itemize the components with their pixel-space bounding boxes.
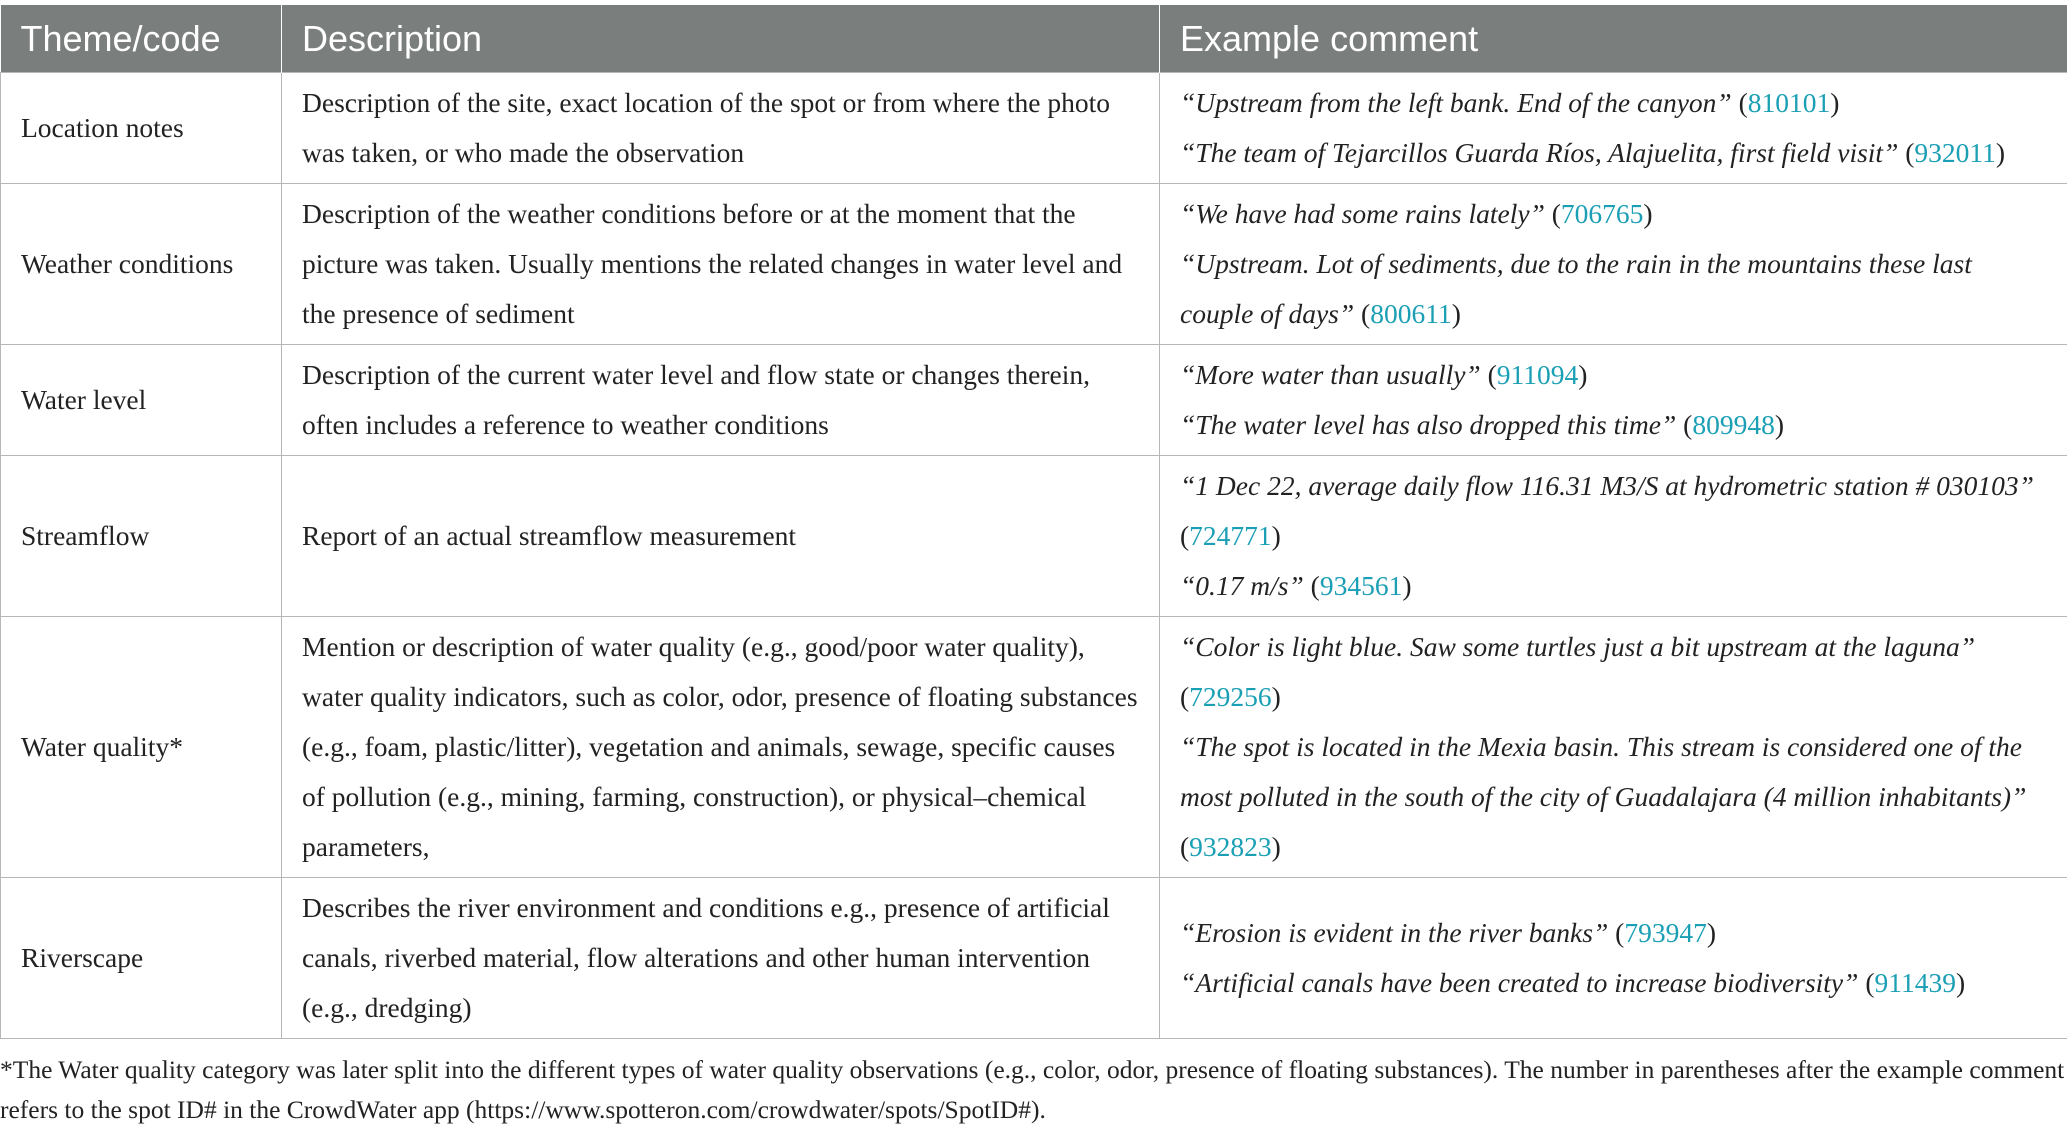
example-cell (1160, 456, 2067, 617)
theme-cell: Water level (1, 345, 282, 456)
paren-open: ( (1676, 409, 1693, 440)
paren-open: ( (1731, 87, 1748, 118)
table-row (1, 184, 2067, 345)
example-comment (1180, 350, 2052, 400)
paren-close: ) (1271, 681, 1281, 712)
paren-open: ( (1858, 967, 1875, 998)
table-row (1, 878, 2067, 1039)
description-cell: Describes the river environment and conditions e.g., presence of artificial canals, riverbed material, flow alterations and other human intervention (e.g., dredging) (282, 878, 1160, 1039)
paren-close: ) (1830, 87, 1840, 118)
example-cell (1160, 73, 2067, 184)
example-comment (1180, 622, 2052, 722)
paren-close: ) (1643, 198, 1653, 229)
example-comment (1180, 128, 2052, 178)
spot-id-link[interactable]: 911439 (1874, 967, 1956, 998)
example-quote: “We have had some rains lately” (1180, 198, 1545, 229)
example-quote: “The water level has also dropped this time” (1180, 409, 1677, 440)
header-example-comment: Example comment (1160, 5, 2067, 73)
spot-id-link[interactable]: 810101 (1747, 87, 1831, 118)
paren-open: ( (1303, 570, 1320, 601)
spot-id-link[interactable]: 793947 (1624, 917, 1707, 948)
example-comment (1180, 908, 2052, 958)
example-cell (1160, 184, 2067, 345)
paren-close: ) (1995, 137, 2006, 168)
example-quote: “More water than usually” (1180, 359, 1481, 390)
table-row (1, 456, 2067, 617)
example-comment (1180, 189, 2052, 239)
spot-id-link[interactable]: 724771 (1189, 520, 1272, 551)
theme-cell: Location notes (1, 73, 282, 184)
description-cell: Mention or description of water quality (e.g., good/poor water quality), water quality indicators, such as color, odor, presence of floating substances (e.g., foam, plastic/litter), vegetation and animals, sewage, specific causes of pollution (e.g., mining, farming, construction), or physical–chemical parameters, (282, 617, 1160, 878)
table-body (1, 73, 2067, 1039)
paren-close: ) (1955, 967, 1966, 998)
paren-close: ) (1402, 570, 1412, 601)
paren-close: ) (1271, 831, 1281, 862)
theme-cell: Riverscape (1, 878, 282, 1039)
example-quote: “1 Dec 22, average daily flow 116.31 M3/S at hydrometric station # 030103” (1180, 470, 2034, 501)
theme-code-table (0, 5, 2067, 1039)
example-cell (1160, 345, 2067, 456)
example-quote: “Color is light blue. Saw some turtles just a bit upstream at the laguna” (1180, 631, 1976, 662)
example-comment (1180, 400, 2052, 450)
example-quote: “The spot is located in the Mexia basin. This stream is considered one of the most polluted in the south of the city of Guadalajara (4 million inhabitants)” (1180, 731, 2027, 812)
paren-open: ( (1180, 520, 1190, 551)
header-description: Description (282, 5, 1160, 73)
example-quote: “Artificial canals have been created to increase biodiversity” (1180, 967, 1859, 998)
example-comment (1180, 461, 2052, 561)
paren-open: ( (1354, 298, 1371, 329)
example-comment (1180, 958, 2052, 1008)
paren-open: ( (1180, 831, 1190, 862)
example-comment (1180, 78, 2052, 128)
theme-table-container (0, 5, 2067, 1039)
description-cell: Description of the site, exact location of the spot or from where the photo was taken, or who made the observation (282, 73, 1160, 184)
paren-close: ) (1578, 359, 1588, 390)
description-cell: Description of the current water level and flow state or changes therein, often includes a reference to weather conditions (282, 345, 1160, 456)
example-comment (1180, 561, 2052, 611)
paren-close: ) (1271, 520, 1281, 551)
spot-id-link[interactable]: 932011 (1914, 137, 1996, 168)
example-cell (1160, 878, 2067, 1039)
example-comment (1180, 239, 2052, 339)
description-cell: Report of an actual streamflow measurement (282, 456, 1160, 617)
example-quote: “Upstream from the left bank. End of the canyon” (1180, 87, 1732, 118)
spot-id-link[interactable]: 934561 (1319, 570, 1403, 601)
theme-cell: Water quality* (1, 617, 282, 878)
table-row (1, 73, 2067, 184)
paren-close: ) (1706, 917, 1716, 948)
theme-cell: Weather conditions (1, 184, 282, 345)
example-comment (1180, 722, 2052, 872)
spot-id-link[interactable]: 911094 (1496, 359, 1579, 390)
description-cell: Description of the weather conditions before or at the moment that the picture was taken. Usually mentions the related changes in water level and the presence of sediment (282, 184, 1160, 345)
theme-cell: Streamflow (1, 456, 282, 617)
example-cell (1160, 617, 2067, 878)
example-quote: “Erosion is evident in the river banks” (1180, 917, 1609, 948)
paren-open: ( (1480, 359, 1497, 390)
header-theme-code: Theme/code (1, 5, 282, 73)
spot-id-link[interactable]: 800611 (1370, 298, 1452, 329)
paren-close: ) (1774, 409, 1784, 440)
header-row (1, 5, 2067, 73)
table-row (1, 617, 2067, 878)
spot-id-link[interactable]: 706765 (1560, 198, 1644, 229)
spot-id-link[interactable]: 729256 (1189, 681, 1272, 712)
spot-id-link[interactable]: 809948 (1692, 409, 1775, 440)
example-quote: “Upstream. Lot of sediments, due to the rain in the mountains these last couple of days” (1180, 248, 1972, 329)
spot-id-link[interactable]: 932823 (1189, 831, 1272, 862)
paren-open: ( (1180, 681, 1190, 712)
paren-open: ( (1608, 917, 1625, 948)
table-footnote: *The Water quality category was later split into the different types of water quality observations (e.g., color, odor, presence of floating substances). The number in parentheses after the example comment refers to the spot ID# in the CrowdWater app (https://www.spotteron.com/crowdwater/spots/SpotID#). (0, 1055, 2065, 1124)
paren-close: ) (1451, 298, 1461, 329)
table-header (1, 5, 2067, 73)
table-row (1, 345, 2067, 456)
paren-open: ( (1544, 198, 1561, 229)
paren-open: ( (1898, 137, 1915, 168)
example-quote: “The team of Tejarcillos Guarda Ríos, Alajuelita, first field visit” (1180, 137, 1899, 168)
example-quote: “0.17 m/s” (1180, 570, 1304, 601)
